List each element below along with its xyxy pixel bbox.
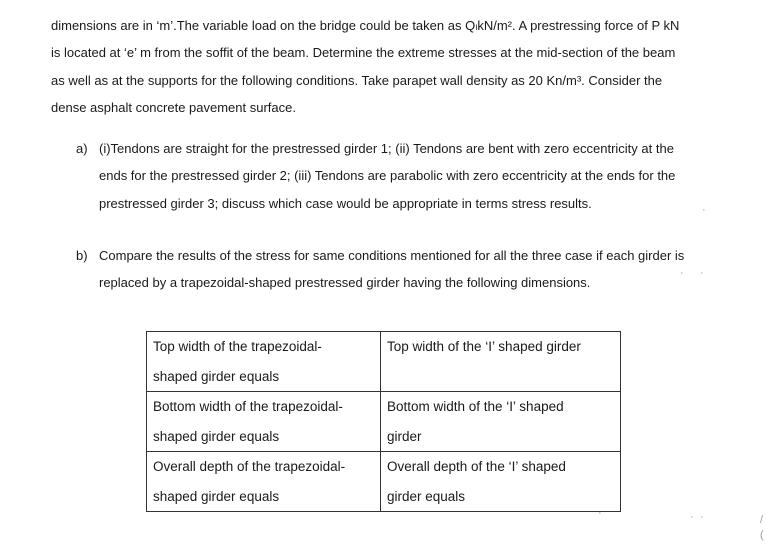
list-item-text — [99, 135, 714, 217]
table-cell — [381, 452, 621, 512]
cell-line: Overall depth of the ‘I’ shaped — [387, 459, 566, 474]
item-line: replaced by a trapezoidal-shaped prestressed girder having the following dimensions. — [99, 275, 591, 291]
table-row — [147, 332, 621, 392]
cell-line: shaped girder equals — [153, 488, 280, 504]
table-row — [147, 392, 621, 452]
table-cell — [381, 392, 621, 452]
intro-line: as well as at the supports for the following conditions. Take parapet wall density as 20 Kn/m³. Consider the — [51, 72, 663, 88]
table-cell — [381, 332, 621, 392]
dimensions-table — [146, 331, 621, 512]
table-cell — [147, 332, 381, 392]
scan-speck: · — [680, 267, 684, 279]
cell-line: girder equals — [387, 488, 466, 504]
scan-speck: · — [598, 507, 602, 519]
scan-speck: · — [690, 511, 694, 523]
scan-speck: / — [760, 514, 764, 526]
intro-line: is located at ‘e’ m from the soffit of the beam. Determine the extreme stresses at the mid-section of the beam — [51, 45, 676, 61]
cell-line: Top width of the ‘I’ shaped girder — [387, 339, 581, 354]
table-cell — [147, 452, 381, 512]
list-marker: b) — [76, 248, 88, 263]
cell-line: shaped girder equals — [153, 428, 280, 444]
item-line: ends for the prestressed girder 2; (iii) Tendons are parabolic with zero eccentricity at the ends for the — [99, 168, 676, 184]
cell-line: Overall depth of the trapezoidal- — [153, 459, 346, 474]
cell-line: Bottom width of the ‘I’ shaped — [387, 399, 564, 414]
cell-line: shaped girder equals — [153, 368, 280, 384]
list-item-text — [99, 242, 714, 297]
table-cell — [147, 392, 381, 452]
item-line: (i)Tendons are straight for the prestressed girder 1; (ii) Tendons are bent with zero eccentricity at the — [99, 141, 674, 156]
scan-speck: ( — [760, 529, 764, 541]
item-line: Compare the results of the stress for same conditions mentioned for all the three case if each girder is — [99, 248, 685, 263]
table-row — [147, 452, 621, 512]
item-line: prestressed girder 3; discuss which case would be appropriate in terms stress results. — [99, 195, 592, 211]
list-marker: a) — [76, 141, 88, 156]
cell-line: Top width of the trapezoidal- — [153, 339, 322, 354]
cell-line: girder — [387, 428, 422, 444]
scan-speck: · — [702, 204, 706, 216]
cell-line: Bottom width of the trapezoidal- — [153, 399, 343, 414]
intro-paragraph — [51, 12, 711, 121]
scan-speck: · — [700, 511, 704, 523]
intro-line: dimensions are in ‘m’.The variable load on the bridge could be taken as QₗkN/m². A prestressing force of P kN — [51, 18, 680, 33]
scan-speck: · — [700, 267, 704, 279]
intro-line: dense asphalt concrete pavement surface. — [51, 99, 296, 115]
